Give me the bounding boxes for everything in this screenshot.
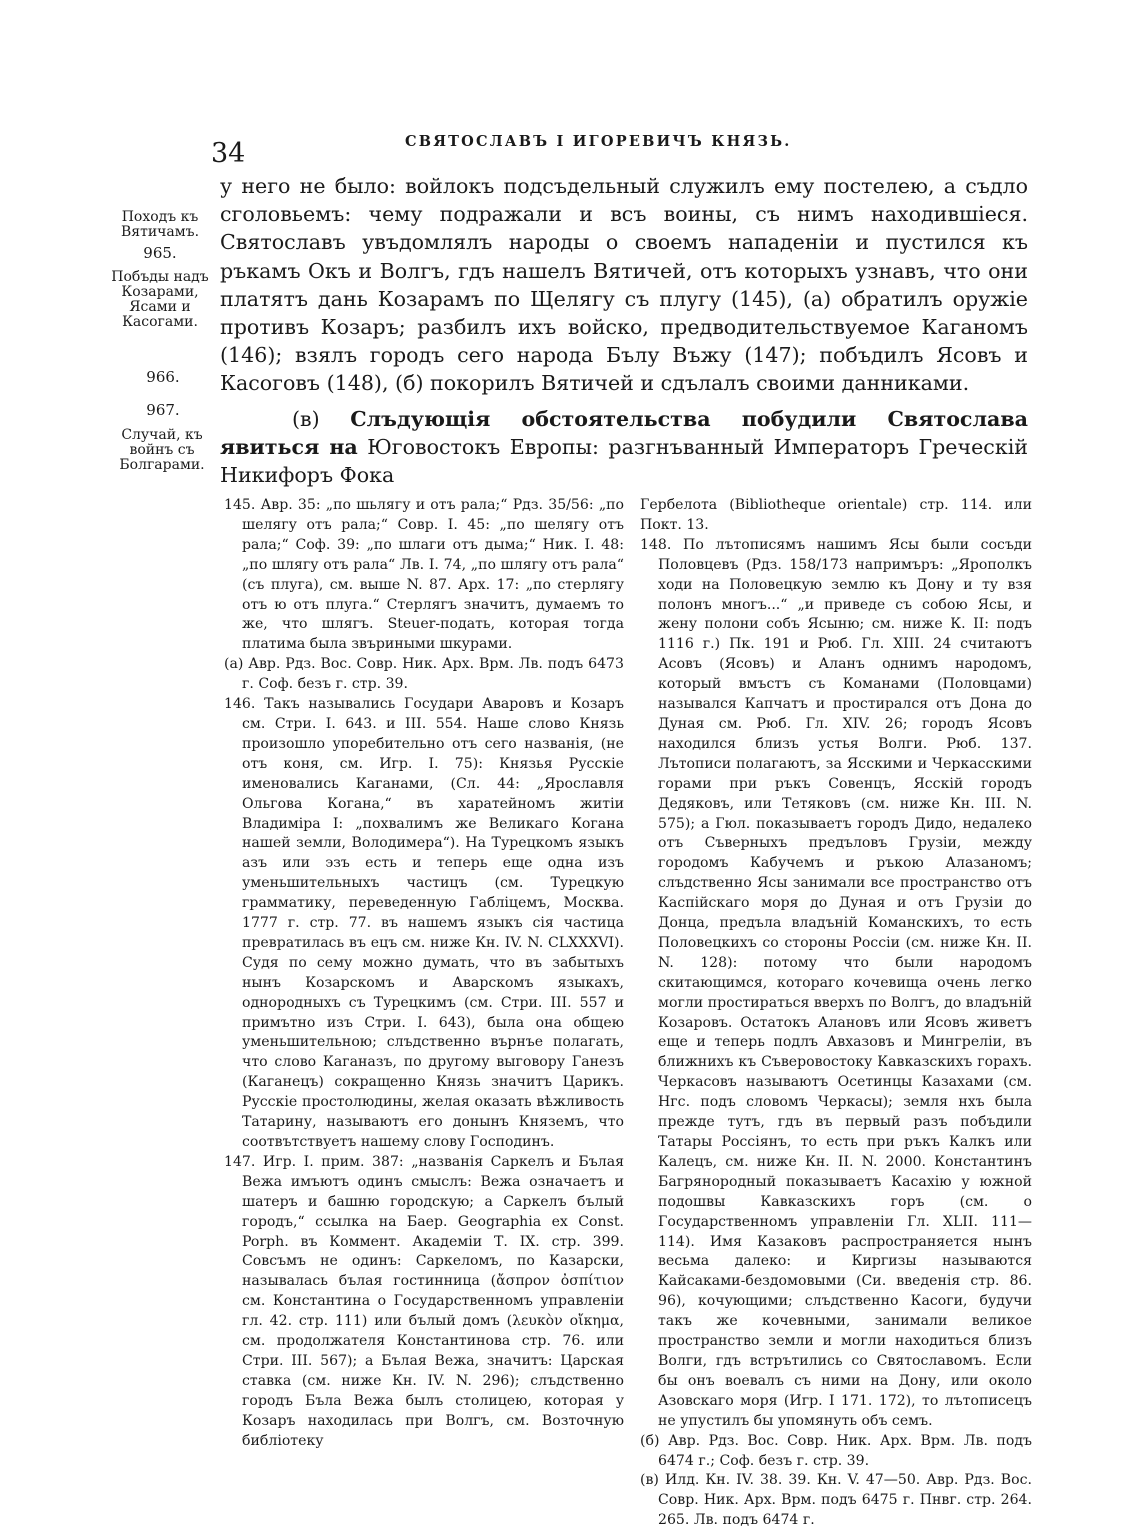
paragraph-text: Юговостокъ Европы: разгнъванный Императоръ Греческій Никифоръ Фока — [220, 434, 1029, 488]
footnote-b: (б) Авр. Рдз. Вос. Совр. Ник. Арх. Врм. Лв. подъ 6474 г.; Соф. безъ г. стр. 39. — [640, 1432, 1032, 1469]
footnote-147: 147. Игр. I. прим. 387: „названія Саркелъ и Бълая Вежа имъютъ одинъ смыслъ: Вежа означаетъ и шатеръ и башню городскую; а Саркелъ бълый городъ,“ ссылка на Баер. Geographia ex Const. Porph. въ Коммент. Академіи Т. IX. стр. 399. Совсъмъ не одинъ: Саркеломъ, по Казарски, называлась бълая гостинница (ἄσπρον ὀσπίτιον см. Константина о Государственномъ управленіи гл. 42. стр. 111) или бълый домъ (λευκὸν οἴκημα, см. продолжателя Константинова стр. 76. или Стри. III. 567); а Бълая Вежа, значитъ: Царская ставка (см. ниже Кн. IV. N. 296); слъдственно городъ Бъла Вежа былъ столицею, которая у Козаръ находилась при Волгъ, см. Возточную библіотеку — [224, 1153, 624, 1449]
footnote-a: (а) Авр. Рдз. Вос. Совр. Ник. Арх. Врм. Лв. подъ 6473 г. Соф. безъ г. стр. 39. — [224, 656, 624, 693]
main-text — [220, 172, 1028, 489]
main-paragraph-2 — [220, 405, 1028, 490]
margin-note: 965. — [143, 244, 177, 262]
running-head: СВЯТОСЛАВЪ І ИГОРЕВИЧЪ КНЯЗЬ. — [405, 133, 792, 150]
footnotes-column-right — [640, 496, 1032, 1531]
margin-note: Побъды надъ Козарами, Ясами и Касогами. — [111, 269, 209, 330]
footnote-148: 148. По лътописямъ нашимъ Ясы были сосъди Половцевъ (Рдз. 158/173 напримъръ: „Ярополкъ ходи на Половецкую землю къ Дону и ту взя полонъ многъ...“ „и приведе съ собою Ясы, и жену полони собъ Ясыню; см. ниже К. II: подъ 1116 г.) Пк. 191 и Рюб. Гл. XIII. 24 считаютъ Асовъ (Ясовъ) и Аланъ однимъ народомъ, который вмъстъ съ Команами (Половцами) назывался Капчатъ и простирался отъ Дона до Дуная см. Рюб. Гл. XIV. 26; городъ Ясовъ находился близъ устья Волги. Рюб. 137. Лътописи полагаютъ, за Ясскими и Черкасскими горами при ръкъ Совенцъ, Ясскій городъ Дедяковъ, или Тетяковъ (см. ниже Кн. III. N. 575); а Гюл. показываетъ городъ Дидо, недалеко отъ Съверныхъ предъловъ Грузіи, между городомъ Кабучемъ и ръкою Алазаномъ; слъдственно Ясы занимали все пространство отъ Каспійскаго моря до Дуная и отъ Грузіи до Донца, предъла владъній Команскихъ, то есть Половецкихъ со стороны Россіи (см. ниже Кн. II. N. 128): потому что были народомъ скитающимся, котораго кочевища очень легко могли простираться вверхъ по Волгъ, до владъній Козаровъ. Остатокъ Алановъ или Ясовъ живетъ еще и теперь подлъ Авхазовъ и Мингреліи, въ ближнихъ къ Съверовостоку Кавказскихъ горахъ. Черкасовъ называютъ Осетинцы Казахами (см. Нгс. подъ словомъ Черкасы); земля нхъ была прежде тутъ, гдъ въ первый разъ побъдили Татары Россіянъ, то есть при ръкъ Калкъ или Калецъ, см. ниже Кн. II. N. 2000. Константинъ Багрянородный показываетъ Касахію у южной подошвы Кавказскихъ горъ (см. о Государственномъ управленіи Гл. XLII. 111—114). Имя Казаковъ распространяется нынъ весьма далеко: и Киргизы называются Кайсаками-бездомовыми (Си. введенія стр. 86. 96), кочующими; слъдственно Касоги, будучи такъ же кочевными, занимали великое пространство земли и могли находиться близъ Волги, гдъ встрътились со Святославомъ. Если бы онъ воевалъ съ ними на Дону, или около Азовскаго моря (Игр. I 171. 172), то лътописецъ не упустилъ бы упомянуть объ семъ. — [640, 536, 1032, 1429]
margin-note: Случай, къ войнъ съ Болгарами. — [119, 427, 205, 473]
footnote-147-continued: Гербелота (Bibliotheque orientale) стр. 114. или Покт. 13. — [640, 497, 1032, 533]
paragraph-lead: Слъдующія обстоятельства побудили Святослава явиться на — [220, 406, 1028, 459]
page-number: 34 — [211, 138, 246, 169]
margin-note: 967. — [146, 401, 180, 419]
footnote-146: 146. Такъ назывались Государи Аваровъ и Козаръ см. Стри. I. 643. и III. 554. Наше слово Князь произошло упоребительно отъ сего названія, (не отъ коня, см. Игр. I. 75): Князья Русскіе именовались Каганами, (Сл. 44: „Ярославля Ольгова Когана,“ въ харатейномъ житіи Владиміра I: „похвалимъ же Великаго Когана нашей земли, Володимера“). На Турецкомъ языкъ азъ или эзъ есть и теперь еще одна изъ уменьшительныхъ частицъ (см. Турецкую грамматику, переведенную Габліцемъ, Москва. 1777 г. стр. 77. въ нашемъ языкъ сія частица превратилась въ ецъ см. ниже Кн. IV. N. CLXXXVI). Судя по сему можно думать, что въ забытыхъ нынъ Козарскомъ и Аварскомъ языкахъ, однородныхъ съ Турецкимъ (см. Стри. III. 557 и примътно изъ Стри. I. 643), была она общею уменьшительною; слъдственно върнъе полагать, что слово Каганазъ, по другому выговору Ганезъ (Каганецъ) сокращенно Князь значитъ Царикъ. Русскіе простолюдины, желая оказать вѣжливость Татарину, называютъ его донынъ Княземъ, что соотвътствуетъ нашему слову Господинъ. — [224, 696, 624, 1150]
footnote-v: (в) Илд. Кн. IV. 38. 39. Кн. V. 47—50. Авр. Рдз. Вос. Совр. Ник. Арх. Врм. подъ 6475 г. Пнвг. стр. 264. 265. Лв. подъ 6474 г. — [640, 1472, 1032, 1529]
footnotes-column-left — [224, 496, 624, 1452]
margin-note: Походъ къ Вятичамъ. — [120, 209, 200, 240]
paragraph-marker: (в) — [292, 406, 320, 431]
footnote-145: 145. Авр. 35: „по шьлягу и отъ рала;“ Рдз. 35/56: „по шелягу отъ рала;“ Совр. I. 45: „по шелягу отъ рала;“ Соф. 39: „по шлаги отъ дыма;“ Ник. I. 48: „по шлягу отъ рала“ Лв. I. 74, „по шлягу отъ рала“ (съ плуга), см. выше N. 87. Арх. 17: „по стерлягу отъ ю отъ плуга.“ Стерлягъ значитъ, думаемъ то же, что шлягъ. Steuer-подать, которая тогда платима была звъриными шкурами. — [224, 497, 624, 653]
main-paragraph-1: у него не было: войлокъ подсъдельный служилъ ему постелею, а съдло сголовьемъ: чему подражали и всъ воины, съ нимъ находившіеся. Святославъ увъдомлялъ народы о своемъ нападеніи и пустился къ ръкамъ Окъ и Волгъ, гдъ нашелъ Вятичей, отъ которыхъ узнавъ, что они платятъ дань Козарамъ по Щелягу съ плугу (145), (а) обратилъ оружіе противъ Козаръ; разбилъ ихъ войско, предводительствуемое Каганомъ (146); взялъ городъ сего народа Бълу Въжу (147); побъдилъ Ясовъ и Касоговъ (148), (б) покорилъ Вятичей и сдълалъ своими данниками. — [220, 174, 1028, 396]
margin-note: 966. — [146, 368, 180, 386]
